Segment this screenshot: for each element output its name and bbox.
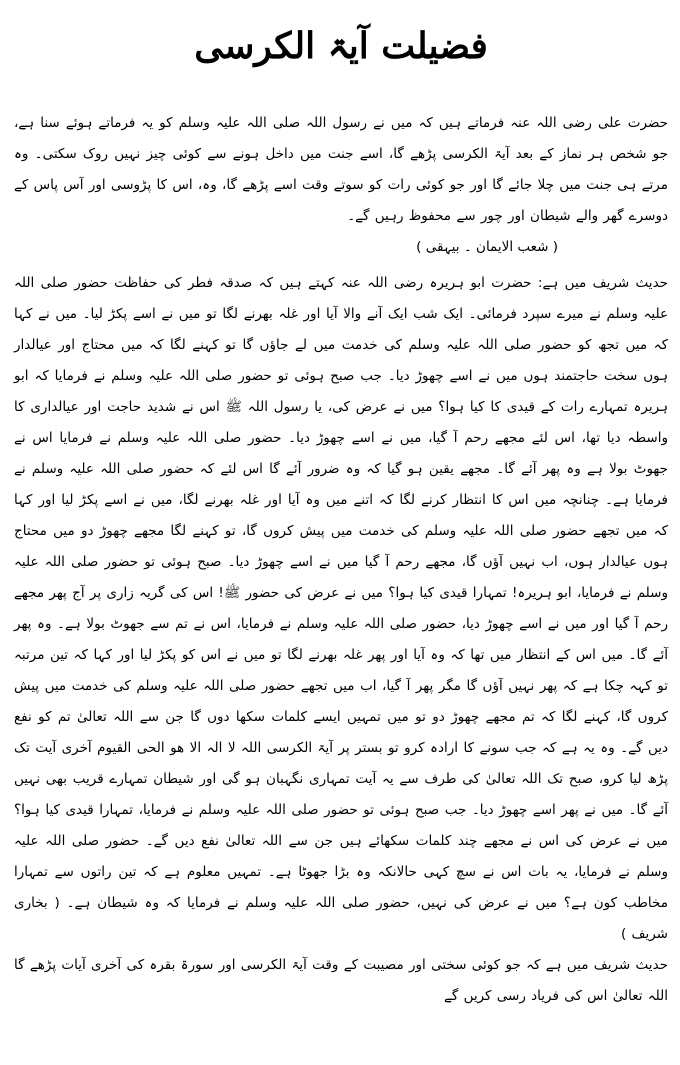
page-title: فضیلت آیۃ الکرسی: [194, 25, 488, 67]
paragraph-hardship-hadith: حدیث شریف میں ہے کہ جو کوئی سختی اور مصیبت کے وقت آیۃ الکرسی اور سورۃ بقرہ کی آخری آیات پڑھے گا اللہ تعالیٰ اس کی فریاد رسی کریں گے: [14, 957, 668, 1004]
reference-shuab-al-iman: ( شعب الایمان ۔ بیہقی ): [416, 239, 558, 255]
paragraph-ali-hadith: حضرت علی رضی اللہ عنہ فرماتے ہیں کہ میں نے رسول اللہ صلی اللہ علیہ وسلم کو یہ فرماتے ہوئے سنا ہے، جو شخص ہر نماز کے بعد آیۃ الکرسی پڑھے گا، اسے جنت میں داخل ہونے سے کوئی چیز نہیں روک سکتی۔ وہ مرتے ہی جنت میں چلا جائے گا اور جو کوئی رات کو سوتے وقت اسے پڑھے گا، وہ، اس کا پڑوسی اور آس پاس کے دوسرے گھر والے شیطان اور چور سے محفوظ رہیں گے۔: [14, 115, 668, 224]
paragraph-abu-hurairah-hadith: حدیث شریف میں ہے: حضرت ابو ہریرہ رضی اللہ عنہ کہتے ہیں کہ صدقہ فطر کی حفاظت حضور صلی اللہ علیہ وسلم نے میرے سپرد فرمائی۔ ایک شب ایک آنے والا آیا اور غلہ بھرنے لگا تو میں نے اسے پکڑ لیا۔ میں نے کہا کہ میں تجھ کو حضور صلی اللہ علیہ وسلم کی خدمت میں لے جاؤں گا تو کہنے لگا کہ میں محتاج اور عیالدار ہوں سخت حاجتمند ہوں میں نے اسے چھوڑ دیا۔ جب صبح ہوئی تو حضور صلی اللہ علیہ وسلم نے فرمایا کہ ابو ہریرہ تمہارے رات کے قیدی کا کیا ہوا؟ میں نے عرض کی، یا رسول اللہ ﷺ اس نے شدید حاجت اور عیالداری کا واسطہ دیا تھا، اس لئے مجھے رحم آ گیا، میں نے اسے چھوڑ دیا۔ حضور صلی اللہ علیہ وسلم نے فرمایا اس نے جھوٹ بولا ہے وہ پھر آئے گا۔ مجھے یقین ہو گیا کہ وہ ضرور آئے گا اس لئے کہ حضور صلی اللہ علیہ وسلم نے فرمایا ہے۔ چنانچہ میں اس کا انتظار کرنے لگا کہ اتنے میں وہ آیا اور غلہ بھرنے لگا، میں نے اسے پکڑ لیا اور کہا کہ میں تجھے حضور صلی اللہ علیہ وسلم کی خدمت میں پیش کروں گا، تو کہنے لگا مجھے چھوڑ دو میں محتاج ہوں عیالدار ہوں، اب نہیں آؤں گا، مجھے رحم آ گیا میں نے اسے چھوڑ دیا۔ صبح ہوئی تو حضور صلی اللہ علیہ وسلم نے فرمایا، ابو ہریرہ! تمہارا قیدی کیا ہوا؟ میں نے عرض کی حضور ﷺ! اس کی گریہ زاری پر آج پھر مجھے رحم آ گیا اور میں نے اسے چھوڑ دیا، حضور صلی اللہ علیہ وسلم نے فرمایا، اس نے تم سے جھوٹ بولا ہے۔ وہ پھر آئے گا۔ میں اس کے انتظار میں تھا کہ وہ آیا اور پھر غلہ بھرنے لگا تو میں نے اس کو پکڑ لیا اور کہا کہ تین مرتبہ تو کہہ چکا ہے کہ پھر نہیں آؤں گا مگر پھر آ گیا، اب میں تجھے حضور صلی اللہ علیہ وسلم کی خدمت میں پیش کروں گا، کہنے لگا کہ تم مجھے چھوڑ دو تو میں تمہیں ایسے کلمات سکھا دوں گا جن سے اللہ تعالیٰ تم کو نفع دیں گے۔ وہ یہ ہے کہ جب سونے کا ارادہ کرو تو بستر پر آیۃ الکرسی اللہ لا الہ الا ھو الحی القیوم آخری آیت تک پڑھ لیا کرو، صبح تک اللہ تعالیٰ کی طرف سے یہ آیت تمہاری نگہبان ہو گی اور شیطان تمہارے قریب بھی نہیں آئے گا۔ میں نے پھر اسے چھوڑ دیا۔ جب صبح ہوئی تو حضور صلی اللہ علیہ وسلم نے فرمایا، تمہارا قیدی کیا ہوا؟ میں نے عرض کی اس نے مجھے چند کلمات سکھائے ہیں جن سے اللہ تعالیٰ نفع دیں گے۔ حضور صلی اللہ علیہ وسلم نے فرمایا، یہ بات اس نے سچ کہی حالانکہ وہ بڑا جھوٹا ہے۔ تمہیں معلوم ہے کہ تین راتوں سے تمہارا مخاطب کون ہے؟ میں نے عرض کی نہیں، حضور صلی اللہ علیہ وسلم نے فرمایا کہ وہ شیطان ہے۔ ( بخاری شریف ): [14, 275, 668, 942]
